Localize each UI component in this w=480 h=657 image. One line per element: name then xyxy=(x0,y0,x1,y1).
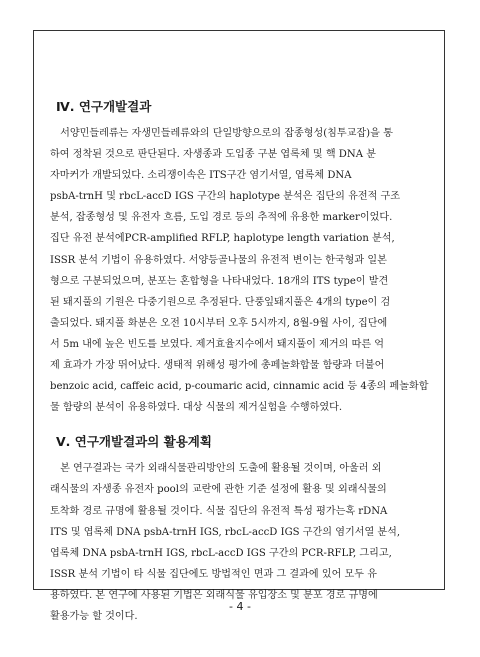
body-text-line: 본 연구결과는 국가 외래식물관리방안의 도출에 활용될 것이며, 아울러 외 xyxy=(50,463,382,475)
body-text-line: 서양민들레류는 자생민들레류와의 단일방향으로의 잡종형성(침투교잡)을 통 xyxy=(50,128,393,139)
body-text-line: ISSR 분석 기법이 유용하였다. 서양등골나물의 유전적 변이는 한국형과 일본 xyxy=(50,254,387,266)
body-text-line: 엽록체 DNA psbA-trnH IGS, rbcL-accD IGS 구간의 PCR-RFLP, 그리고, xyxy=(50,547,392,559)
body-text-line: 형으로 구분되었으며, 분포는 혼합형을 나타내었다. 18개의 ITS type이 발견 xyxy=(50,275,389,287)
section-body-research-results xyxy=(50,123,432,418)
body-text-line: ITS 및 엽록체 DNA psbA-trnH IGS, rbcL-accD IGS 구간의 염기서열 분석, xyxy=(50,526,401,538)
body-text-line: ISSR 분석 기법이 타 식물 집단에도 방법적인 면과 그 결과에 있어 모두 유 xyxy=(50,568,378,580)
body-text-line: 제 효과가 가장 뛰어났다. 생태적 위해성 평가에 총페놀화합물 함량과 더불어 xyxy=(50,360,385,372)
body-text-line: 자마커가 개발되었다. 소리쟁이속은 ITS구간 염기서열, 엽록체 DNA xyxy=(50,170,352,182)
body-text-line: 출되었다. 돼지풀 화분은 오전 10시부터 오후 5시까지, 8월-9월 사이, 집단에 xyxy=(50,317,388,329)
content-frame xyxy=(33,30,445,622)
body-text-line: 서 5m 내에 높은 빈도를 보였다. 제거효율지수에서 돼지풀이 제거의 따른 억 xyxy=(50,338,385,350)
body-text-line: 래식물의 자생종 유전자 pool의 교란에 관한 기준 설정에 활용 및 외래식물의 xyxy=(50,484,387,496)
body-text-line: 집단 유전 분석에PCR-amplified RFLP, haplotype length variation 분석, xyxy=(50,233,395,245)
body-text-line: 활용가능 할 것이다. xyxy=(50,610,138,622)
section-heading-utilization-plan: Ⅴ. 연구개발결과의 활용계획 xyxy=(56,434,212,450)
body-text-line: 하여 정착된 것으로 판단된다. 자생종과 도입종 구분 엽록체 및 핵 DNA 분 xyxy=(50,149,376,161)
section-heading-research-results: Ⅳ. 연구개발결과 xyxy=(56,99,152,114)
body-text-line: 토착화 경로 규명에 활용될 것이다. 식물 집단의 유전적 특성 평가는혹 rDNA xyxy=(50,505,388,517)
body-text-line: psbA-trnH 및 rbcL-accD IGS 구간의 haplotype 분석은 집단의 유전적 구조 xyxy=(50,191,401,203)
body-text-line: benzoic acid, caffeic acid, p-coumaric acid, cinnamic acid 등 4종의 페놀화합 xyxy=(50,381,429,393)
body-text-line: 분석, 잡종형성 및 유전자 흐름, 도입 경로 등의 추적에 유용한 marker이었다. xyxy=(50,212,393,224)
body-text-line: 물 함량의 분석이 유용하였다. 대상 식물의 제거실험을 수행하였다. xyxy=(50,402,343,414)
body-text-line: 된 돼지풀의 기원은 다중기원으로 추정된다. 단풍잎돼지풀은 4개의 type이 검 xyxy=(50,296,391,308)
body-text-line: 용하였다. 본 연구에 사용된 기법은 외래식물 유입장소 및 분포 경로 규명에 xyxy=(50,589,378,601)
page-number: - 4 - xyxy=(229,600,251,613)
